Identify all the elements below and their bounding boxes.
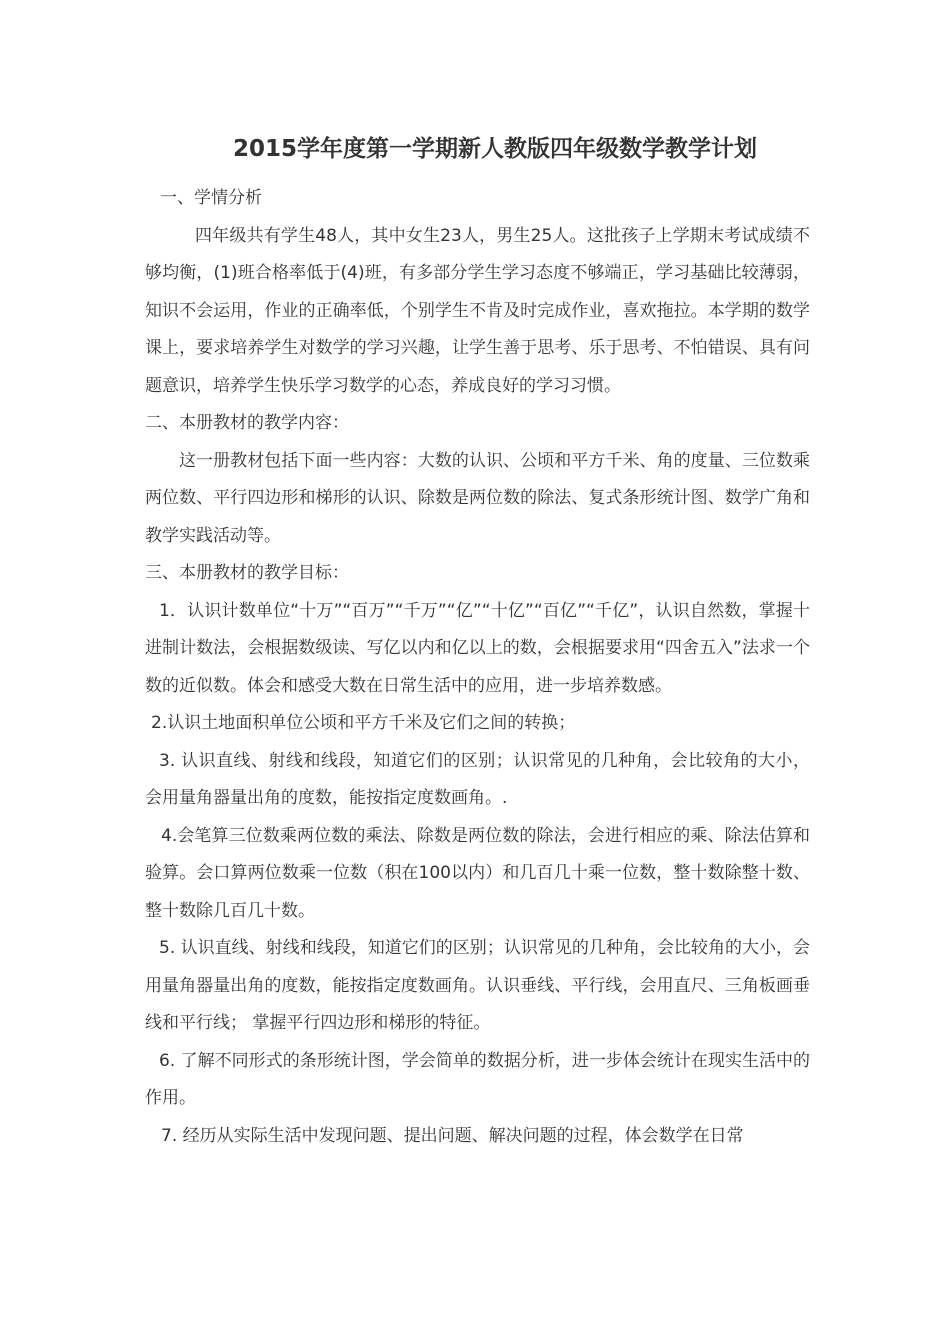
learning-analysis-paragraph: 四年级共有学生48人，其中女生23人，男生25人。这批孩子上学期末考试成绩不够均衡，(1)班合格率低于(4)班，有多部分学生学习态度不够端正，学习基础比较薄弱，知识不会运用，作业的正确率低，个别学生不肯及时完成作业，喜欢拖拉。本学期的数学课上，要求培养学生对数学的学习兴趣，让学生善于思考、乐于思考、不怕错误、具有问题意识，培养学生快乐学习数学的心态，养成良好的学习习惯。 — [145, 225, 810, 396]
document-title: 2015学年度第一学期新人教版四年级数学教学计划 — [233, 136, 758, 162]
goal-item-4: 4.会笔算三位数乘两位数的乘法、除数是两位数的除法，会进行相应的乘、除法估算和验算。会口算两位数乘一位数（积在100以内）和几百几十乘一位数，整十数除整十数、整十数除几百几十数。 — [145, 825, 810, 921]
section-heading-learning-analysis: 一、学情分析 — [160, 188, 262, 208]
section-heading-teaching-content: 二、本册教材的教学内容： — [145, 413, 349, 433]
goal-item-1: 1．认识计数单位“十万”“百万”“千万”“亿”“十亿”“百亿”“千亿”，认识自然数，掌握十进制计数法，会根据数级读、写亿以内和亿以上的数，会根据要求用“四舍五入”法求一个数的近似数。体会和感受大数在日常生活中的应用，进一步培养数感。 — [145, 600, 810, 696]
goal-item-3: 3. 认识直线、射线和线段，知道它们的区别；认识常见的几种角，会比较角的大小， 会用量角器量出角的度数，能按指定度数画角。. — [145, 750, 810, 808]
section-heading-teaching-goals: 三、本册教材的教学目标： — [145, 563, 349, 583]
goal-item-6: 6. 了解不同形式的条形统计图，学会简单的数据分析，进一步体会统计在现实生活中的作用。 — [145, 1050, 810, 1108]
teaching-content-paragraph: 这一册教材包括下面一些内容：大数的认识、公顷和平方千米、角的度量、三位数乘两位数、平行四边形和梯形的认识、除数是两位数的除法、复式条形统计图、数学广角和教学实践活动等。 — [145, 450, 810, 546]
goal-item-5: 5. 认识直线、射线和线段，知道它们的区别；认识常见的几种角，会比较角的大小，会用量角器量出角的度数，能按指定度数画角。认识垂线、平行线，会用直尺、三角板画垂线和平行线； 掌握平行四边形和梯形的特征。 — [145, 938, 810, 1033]
goal-item-7: 7. 经历从实际生活中发现问题、提出问题、解决问题的过程，体会数学在日常 — [161, 1125, 744, 1146]
document-body — [145, 180, 810, 1155]
goal-item-2: 2.认识土地面积单位公顷和平方千米及它们之间的转换； — [151, 713, 576, 733]
